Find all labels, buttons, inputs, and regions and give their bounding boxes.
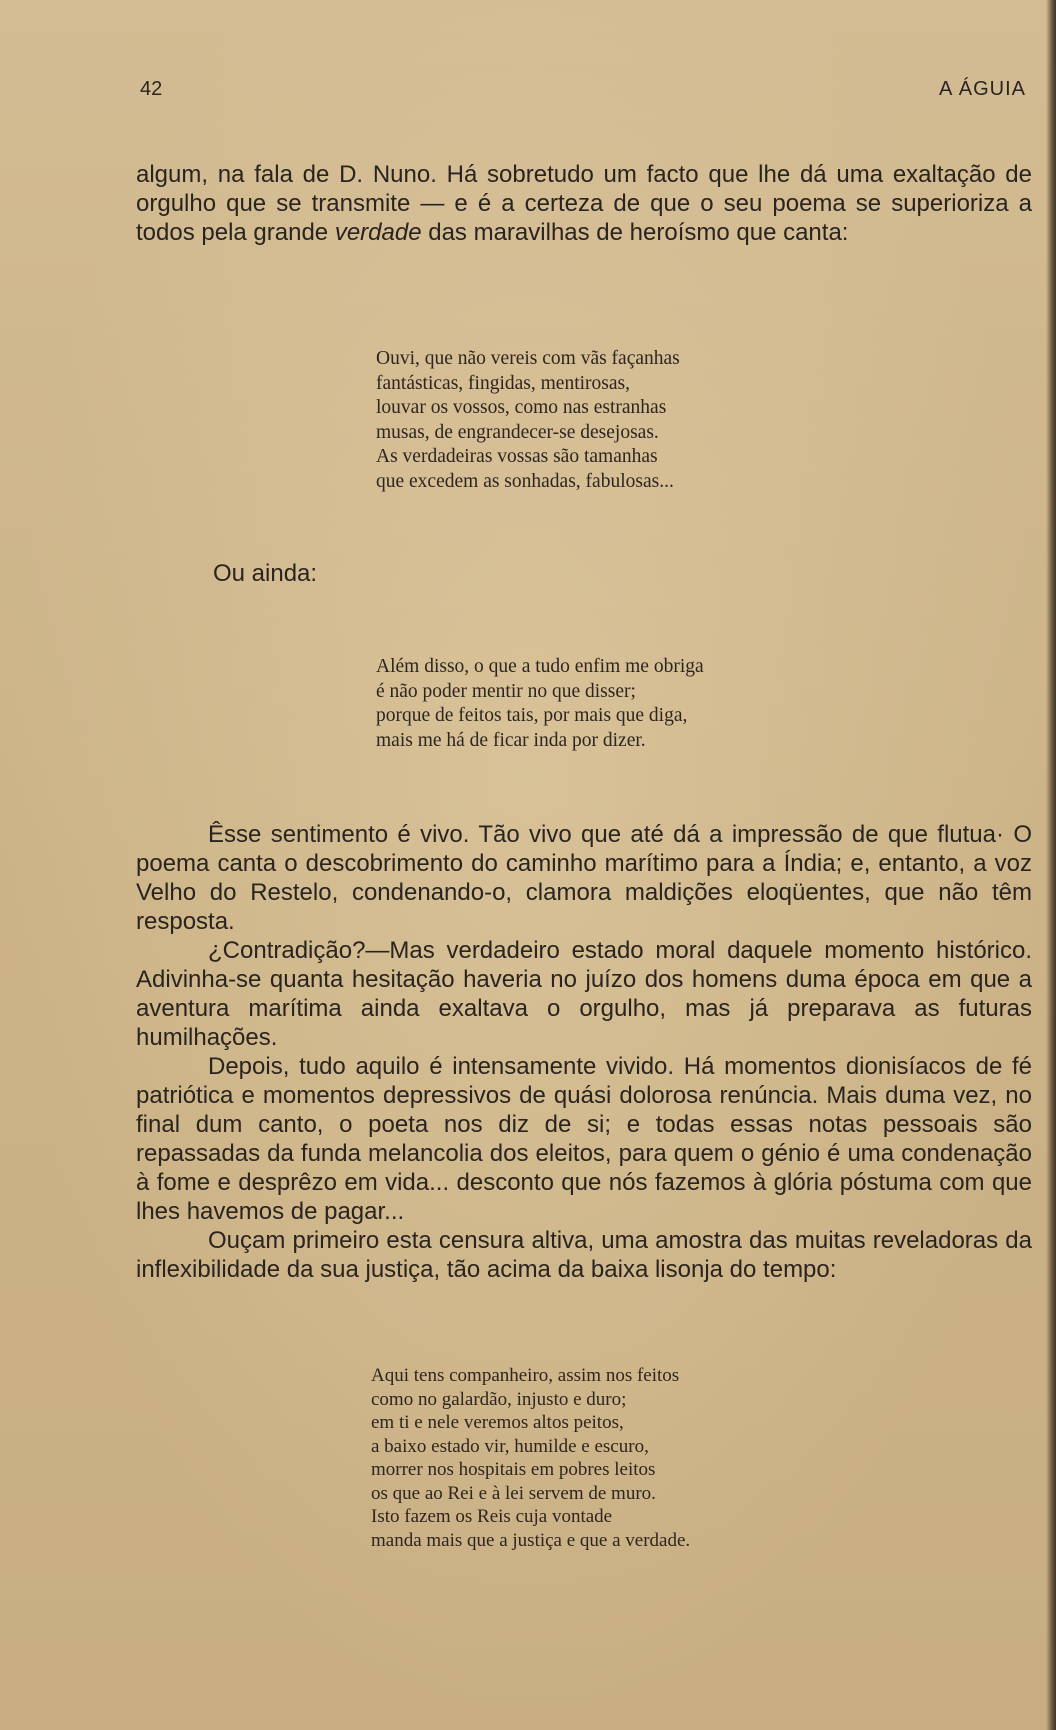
verse-line: porque de feitos tais, por mais que diga, xyxy=(376,705,688,726)
verse-line: As verdadeiras vossas são tamanhas xyxy=(376,446,658,467)
verse-line: os que ao Rei e à lei servem de muro. xyxy=(371,1482,656,1504)
verse-line: mais me há de ficar inda por dizer. xyxy=(376,729,646,751)
emphasized-word: verdade xyxy=(334,219,422,246)
running-head: A ÁGUIA xyxy=(938,78,1026,100)
verse-line: manda mais que a justiça e que a verdade. xyxy=(371,1529,691,1551)
paragraph: Êsse sentimento é vivo. Tão vivo que até dá a impressão de que flutua· O poema canta o descobrimento do caminho marítimo para a Índia; e, entanto, a voz Velho do Restelo, condenando-o, clamora maldições eloqüentes, que não têm resposta. xyxy=(136,821,1032,935)
paragraph: Depois, tudo aquilo é intensamente vivido. Há momentos dionisíacos de fé patriótica e momentos depressivos de quási dolorosa renúncia. Mais duma vez, no final dum canto, o poeta nos diz de si; e todas essas notas pessoais são repassadas da funda melancolia dos eleitos, para quem o génio é uma condenação à fome e desprêzo em vida... desconto que nós fazemos à glória póstuma com que lhes havemos de pagar... xyxy=(136,1053,1032,1225)
verse-line: fantásticas, fingidas, mentirosas, xyxy=(376,372,630,394)
transition-text: Ou ainda: xyxy=(213,560,318,587)
verse-line: a baixo estado vir, humilde e escuro, xyxy=(371,1435,649,1457)
verse-line: que excedem as sonhadas, fabulosas... xyxy=(376,470,674,492)
verse-quote-3 xyxy=(371,1364,690,1552)
verse-line: morrer nos hospitais em pobres leitos xyxy=(371,1459,656,1480)
verse-line: como no galardão, injusto e duro; xyxy=(371,1388,627,1410)
verse-line: Além disso, o que a tudo enfim me obriga xyxy=(376,656,704,677)
intro-text-end: das maravilhas de heroísmo que canta: xyxy=(421,219,849,246)
verse-quote-1 xyxy=(376,347,680,494)
verse-line: Ouvi, que não vereis com vãs façanhas xyxy=(376,348,680,369)
paragraph: Ouçam primeiro esta censura altiva, uma amostra das muitas reveladoras da inflexibilidade da sua justiça, tão acima da baixa lisonja do tempo: xyxy=(136,1227,1032,1283)
intro-paragraph xyxy=(136,160,1032,247)
page-header xyxy=(140,78,1030,106)
verse-line: é não poder mentir no que disser; xyxy=(376,680,636,702)
main-text xyxy=(136,820,1032,1284)
verse-quote-2 xyxy=(376,655,704,753)
verse-line: Isto fazem os Reis cuja vontade xyxy=(371,1506,613,1527)
page-number: 42 xyxy=(140,78,163,100)
verse-line: musas, de engrandecer-se desejosas. xyxy=(376,421,659,443)
page-edge-shadow xyxy=(1046,0,1056,1730)
verse-line: louvar os vossos, como nas estranhas xyxy=(376,397,667,418)
verse-line: em ti e nele veremos altos peitos, xyxy=(371,1412,624,1433)
intro-text-start: algum, na fala de D. Nuno. Há sobretudo um facto que lhe dá uma exaltação de orgulho que se transmite — e é a certeza de que o seu poema se superioriza a todos pela grande xyxy=(136,161,1032,246)
verse-line: Aqui tens companheiro, assim nos feitos xyxy=(371,1365,680,1386)
paragraph: ¿Contradição?—Mas verdadeiro estado moral daquele momento histórico. Adivinha-se quanta hesitação haveria no juízo dos homens duma época em que a aventura marítima ainda exaltava o orgulho, mas já preparava as futuras humilhações. xyxy=(136,937,1032,1051)
